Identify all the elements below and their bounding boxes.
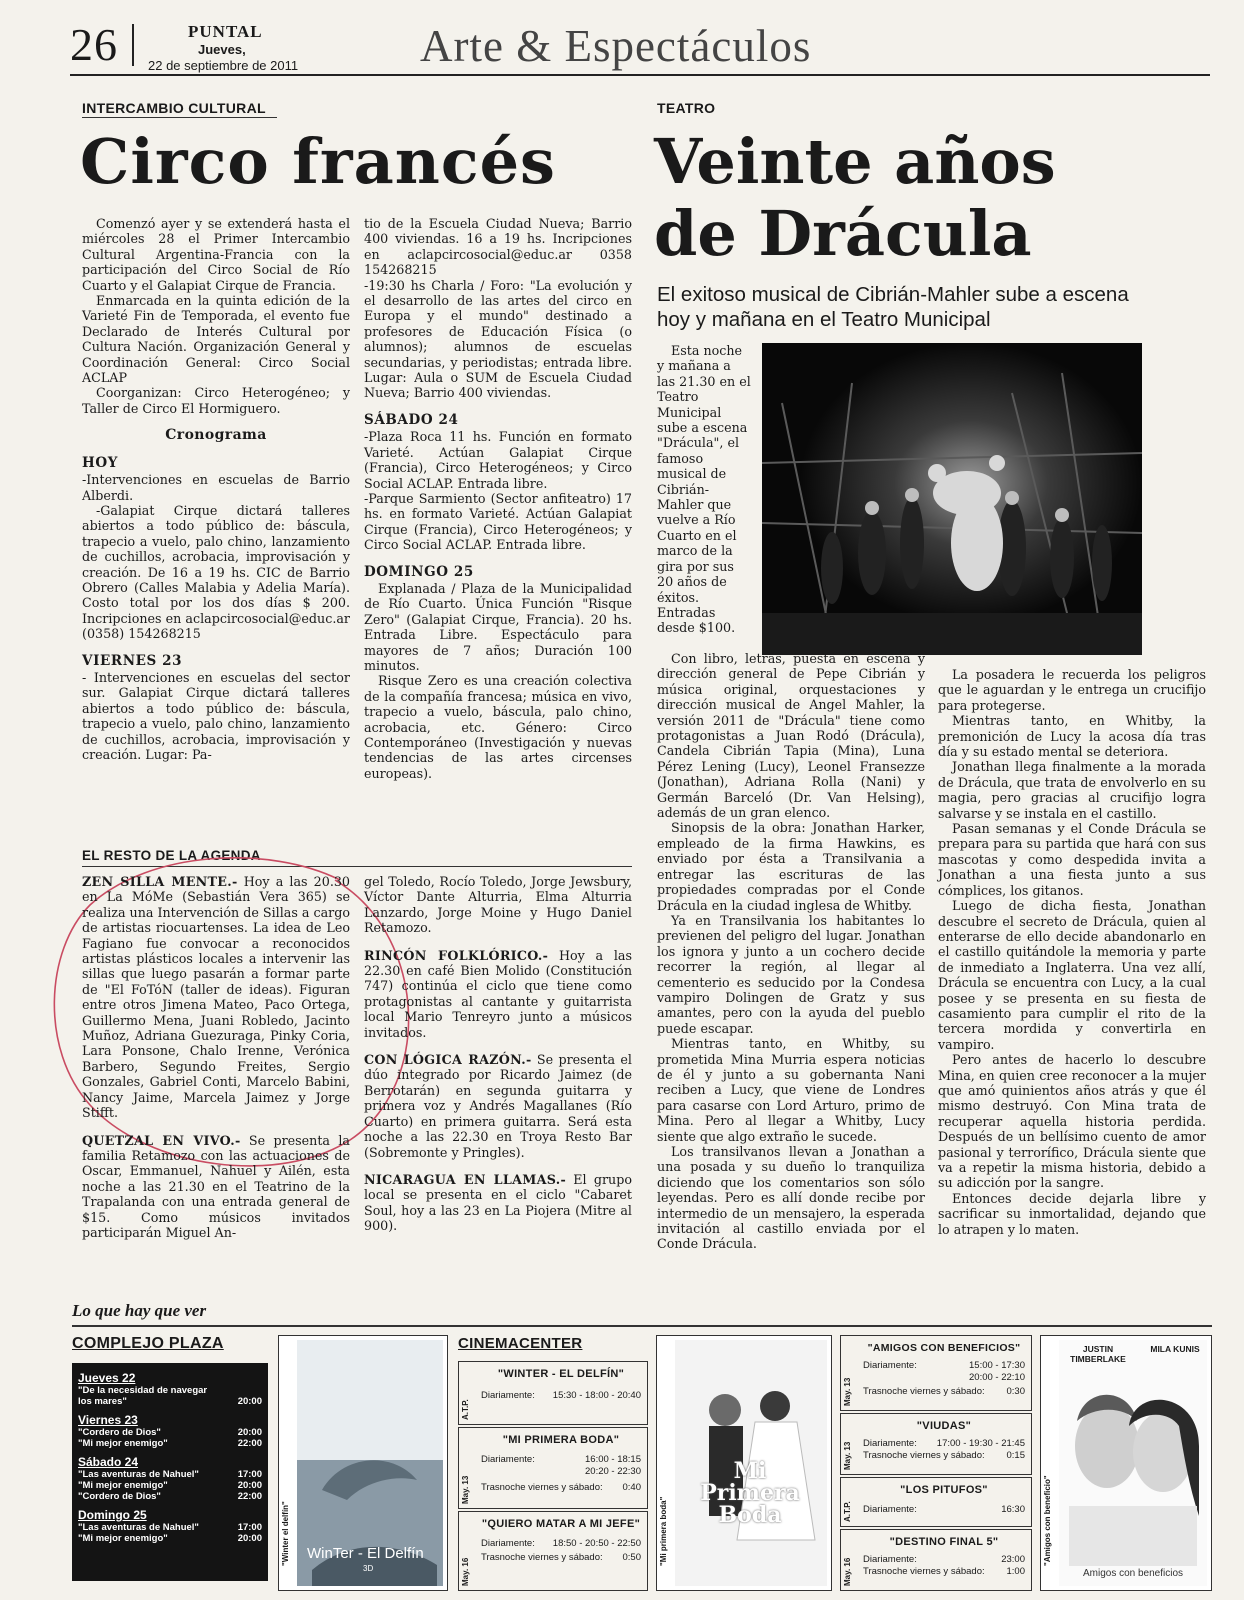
late-show-row: [863, 1386, 1025, 1398]
plaza-movie: "Las aventuras de Nahuel": [78, 1469, 199, 1480]
header-divider: [132, 24, 134, 66]
agenda-header: EL RESTO DE LA AGENDA: [82, 848, 261, 863]
late-label: Trasnoche viernes y sábado:: [863, 1386, 985, 1397]
zen-title: ZEN SILLA MENTE.-: [82, 874, 238, 889]
paragraph: La posadera le recuerda los peligros que le aguardan y le entrega un crucifijo para protegerse.: [938, 667, 1206, 713]
complejo-plaza-title: COMPLEJO PLAZA: [72, 1335, 224, 1352]
listings-header: Lo que hay que ver: [72, 1301, 207, 1320]
movie-title: "AMIGOS CON BENEFICIOS": [867, 1342, 1021, 1354]
couple-poster-graphic: [1059, 1366, 1207, 1566]
showtimes: 16:00 - 18:15 20:20 - 22:30: [585, 1454, 641, 1477]
showtime-row: [863, 1504, 1025, 1516]
paragraph: Entonces decide dejarla libre y sacrificar su inmortalidad, dejando que lo atrapen y lo maten.: [938, 1190, 1206, 1237]
plaza-day: [78, 1413, 262, 1449]
plaza-day: [78, 1508, 262, 1544]
showtime-label: Diariamente:: [481, 1390, 535, 1401]
agenda-item: [82, 874, 350, 1121]
showtimes: 17:00 - 19:30 - 21:45: [936, 1438, 1025, 1449]
paragraph: Esta noche y mañana a las 21.30 en el Teatro Municipal sube a escena "Drácula", el famoso musical de Cibrián-Mahler que vuelve a Río Cuarto en el marco de la gira por sus 20 años de éxitos. Entradas desde $100.: [657, 343, 751, 636]
left-kicker: INTERCAMBIO CULTURAL: [82, 100, 266, 116]
plaza-row: [78, 1469, 262, 1480]
plaza-movie: "Mi mejor enemigo": [78, 1438, 168, 1449]
late-time: 1:00: [1006, 1566, 1025, 1577]
plaza-movie: "Las aventuras de Nahuel": [78, 1522, 199, 1533]
plaza-row: [78, 1438, 262, 1449]
paragraph: Pero antes de hacerlo lo descubre Mina, en quien cree reconocer a la mujer que amó quinientos años atrás y que él mismo destruyó. Con Mina trata de recuperar aquella historia perdida. Después de un bellísimo cuento de amor pasional y terrorífico, Drácula siente que va a repetir la misma historia, debido a su adicción por la sangre.: [938, 1052, 1206, 1191]
plaza-time: 20:00: [237, 1427, 262, 1438]
showtime-label: Diariamente:: [863, 1438, 917, 1449]
poster-amigos-frame: [1040, 1335, 1212, 1591]
rating: A.T.P.: [843, 1501, 852, 1522]
listings-rule: [72, 1325, 1212, 1327]
paragraph: Enmarcada en la quinta edición de la Varieté Fin de Temporada, el evento fue Declarado de Interés Cultural por Cultura Nación. Organización General y Coordinación General: Circo Social ACLAP: [82, 293, 350, 386]
rincon-title: RINCÓN FOLKLÓRICO.-: [364, 947, 549, 963]
paragraph: -Parque Sarmiento (Sector anfiteatro) 17 hs. en formato Varieté. Actúan Galapiat Cirque (Francia), Circo Heterogéneos; y Circo Social ACLAP. Entrada libre.: [364, 490, 632, 553]
movie-title: "QUIERO MATAR A MI JEFE": [481, 1518, 641, 1530]
late-time: 0:15: [1006, 1450, 1025, 1461]
agenda-item: [364, 1172, 632, 1234]
showtimes: 15:30 - 18:00 - 20:40: [552, 1390, 641, 1401]
poster-winter-3d: 3D: [363, 1564, 374, 1573]
cine-movie-5: [840, 1413, 1032, 1475]
sabado-head: SÁBADO 24: [364, 411, 459, 428]
hoy-head: HOY: [82, 454, 118, 471]
plaza-time: 20:00: [237, 1396, 262, 1407]
plaza-row: [78, 1427, 262, 1438]
plaza-time: 20:00: [237, 1480, 262, 1491]
late-show-row: [481, 1482, 641, 1494]
poster-amigos-title: Amigos con beneficios: [1082, 1568, 1184, 1579]
cine-movie-2: [458, 1427, 648, 1509]
plaza-day-label: Jueves 22: [78, 1371, 136, 1385]
quetzal-title: QUETZAL EN VIVO.-: [82, 1132, 241, 1148]
right-article-col2: [938, 667, 1206, 1237]
late-time: 0:30: [1006, 1386, 1025, 1397]
agenda-col1: [82, 874, 350, 1240]
paragraph: Coorganizan: Circo Heterogéneo; y Taller de Circo El Hormiguero.: [82, 385, 350, 416]
cine-movie-6: [840, 1477, 1032, 1527]
plaza-day-label: Viernes 23: [78, 1413, 138, 1427]
plaza-movie: "De la necesidad de navegar los mares": [78, 1385, 208, 1407]
plaza-day-label: Domingo 25: [78, 1508, 147, 1522]
plaza-movie: "Cordero de Dios": [78, 1491, 161, 1502]
poster-boda: [675, 1340, 827, 1586]
plaza-time: 22:00: [237, 1438, 262, 1449]
paragraph: -Intervenciones en escuelas de Barrio Alberdi.: [82, 472, 350, 503]
rating: A.T.P.: [461, 1399, 470, 1420]
weekday: Jueves,: [198, 42, 246, 57]
rating: May. 13: [843, 1377, 852, 1406]
right-article-col1: [657, 651, 925, 1252]
viernes-head: VIERNES 23: [82, 652, 183, 669]
zen-text: Hoy a las 20.30 en La MóMe (Sebastián Vera 365) se realiza una Intervención de Sillas a cargo de artistas riocuartenses. La idea de Leo Fagiano fue convocar a reconocidos artistas plásticos locales a intervenir las sillas que luego pasarán a formar parte de "El FoTóN (taller de ideas). Figuran entre otros Jimena Mateo, Paco Ortega, Guillermo Mena, Juani Robledo, Jacinto Muñoz, Adriana Guezuraga, Pinky Coria, Lara Ponsone, Chalo Irenne, Verónica Barbero, Segundo Freites, Sergio Gonzales, Gabriel Conti, Marcelo Babini, Nancy Jaime, Marcela Jaimez y Jorge Stifft.: [82, 874, 350, 1121]
poster-actor-2: MILA KUNIS: [1150, 1344, 1200, 1354]
poster-side-label: "Winter el delfín": [281, 1501, 290, 1566]
poster-winter-frame: [278, 1335, 448, 1591]
paragraph: Pasan semanas y el Conde Drácula se prepara para su partida que hará con sus mascotas y como despedida invita a Jonathan a una fiesta junto a sus cómplices, los gitanos.: [938, 821, 1206, 898]
logica-text: Se presenta el dúo integrado por Ricardo Jaimez (de Berrotarán) en segunda guitarra y primera voz y Andrés Magallanes (Río Cuarto) en primera guitarra. Será esta noche a las 22.30 en Troya Resto Bar (Sobremonte y Pringles).: [364, 1052, 632, 1160]
showtimes: 15:00 - 17:30 20:00 - 22:10: [969, 1360, 1025, 1383]
movie-title: "MI PRIMERA BODA": [502, 1434, 620, 1446]
poster-boda-frame: [656, 1335, 832, 1591]
right-listings: [840, 1335, 1032, 1591]
paragraph: Explanada / Plaza de la Municipalidad de Río Cuarto. Única Función "Risque Zero" (Galapiat Cirque, Francia). 20 hs. Entrada Libre. Espectáculo para mayores de 7 años; Duración 100 minutos.: [364, 580, 632, 673]
late-time: 0:40: [622, 1482, 641, 1493]
plaza-time: 20:00: [237, 1533, 262, 1544]
right-narrow-column: [657, 343, 752, 636]
plaza-time: 17:00: [237, 1522, 262, 1533]
movie-title: "DESTINO FINAL 5": [889, 1536, 999, 1548]
late-label: Trasnoche viernes y sábado:: [481, 1552, 603, 1563]
rating: May. 13: [843, 1441, 852, 1470]
logica-title: CON LÓGICA RAZÓN.-: [364, 1052, 532, 1068]
movie-title: "VIUDAS": [916, 1420, 972, 1432]
showtime-row: [481, 1454, 641, 1478]
rating: May. 16: [461, 1557, 470, 1586]
plaza-movie: "Mi mejor enemigo": [78, 1533, 168, 1544]
cine-movie-1: [458, 1361, 648, 1425]
cronograma-title: Cronograma: [165, 427, 267, 444]
showtime-label: Diariamente:: [481, 1454, 535, 1465]
plaza-row: [78, 1491, 262, 1502]
agenda-item: [82, 1133, 350, 1241]
paragraph: -Plaza Roca 11 hs. Función en formato Varieté. Actúan Galapiat Cirque (Francia), Circo Heterogéneos; y Circo Social ACLAP. Entrada libre.: [364, 429, 632, 491]
movie-title: "WINTER - EL DELFÍN": [497, 1368, 625, 1380]
showtime-row: [481, 1390, 641, 1402]
paragraph: Luego de dicha fiesta, Jonathan descubre el secreto de Drácula, quien al enterarse de ello decide abandonarlo en el castillo quitándole la memoria y parte de inmediato a Inglaterra. Una vez allí, Drácula se encuentra con Lucy, a la cual posee y se presenta en su fiesta de casamiento para cumplir el rito de la tercera mordida y convertirla en vampiro.: [938, 898, 1206, 1052]
showtimes: 23:00: [1001, 1554, 1025, 1565]
plaza-day-label: Sábado 24: [78, 1455, 139, 1469]
plaza-row: [78, 1533, 262, 1544]
poster-side-label: "Amigos con beneficio": [1043, 1475, 1052, 1566]
rating: May. 13: [461, 1475, 470, 1504]
movie-title: "LOS PITUFOS": [900, 1484, 988, 1496]
late-label: Trasnoche viernes y sábado:: [863, 1450, 985, 1461]
poster-boda-title: Mi Primera Boda: [700, 1458, 800, 1528]
plaza-time: 17:00: [237, 1469, 262, 1480]
paragraph: Mientras tanto, en Whitby, la premonición de Lucy la acosa día tras día y su estado mental se deteriora.: [938, 713, 1206, 760]
poster-side-label: "Mi primera boda": [659, 1496, 668, 1566]
late-show-row: [863, 1450, 1025, 1462]
paragraph: -19:30 hs Charla / Foro: "La evolución y el desarrollo de las artes del circo en Europa y el mundo" destinado a profesores de Educación Física (o alumnos); alumnos de escuelas secundarias, y periodistas; entrada libre. Lugar: Aula o SUM de Escuela Ciudad Nueva; Barrio 400 viviendas.: [364, 277, 632, 401]
plaza-row: [78, 1385, 262, 1407]
nicaragua-text: El grupo local se presenta en el ciclo "Cabaret Soul, hoy a las 23 en La Piojera (Mitre al 900).: [364, 1171, 632, 1234]
complejo-plaza: [72, 1335, 268, 1591]
poster-winter: [297, 1340, 443, 1586]
left-headline: Circo francés: [80, 125, 556, 198]
late-label: Trasnoche viernes y sábado:: [481, 1482, 603, 1493]
cinemacenter-title: CINEMACENTER: [458, 1335, 583, 1352]
showtime-row: [481, 1538, 641, 1550]
cine-movie-7: [840, 1529, 1032, 1591]
rating: May. 16: [843, 1557, 852, 1586]
paragraph: - Intervenciones en escuelas del sector sur. Galapiat Cirque dictará talleres abiertos a todo público de: báscula, trapecio a vuelo, palo chino, lanzamiento de cuchillos, acrobacia, improvisación y creación. Lugar: Pa-: [82, 669, 350, 762]
right-headline-line2: de Drácula: [654, 197, 1032, 270]
late-time: 0:50: [622, 1552, 641, 1563]
cinemacenter: [458, 1335, 648, 1591]
agenda-col2: [364, 874, 632, 1234]
paragraph: Con libro, letras, puesta en escena y dirección general de Pepe Cibrián y música original, orquestaciones y dirección musical de Angel Mahler, la versión 2011 de "Drácula" tiene como protagonistas a Juan Rodó (Drácula), Candela Cibrián Tapia (Mina), Luna Pérez Lening (Lucy), Leonel Fransezze (Jonathan), Adriana Rolla (Nani) y Germán Barceló (Dr. Van Helsing), además de un gran elenco.: [657, 651, 925, 821]
showtime-row: [863, 1554, 1025, 1566]
paragraph: Jonathan llega finalmente a la morada de Drácula, que trata de envolverlo en su magia, pero gracias al crucifijo logra salvarse y se instala en el castillo.: [938, 759, 1206, 821]
rincon-text: Hoy a las 22.30 en café Bien Molido (Constitución 747) continúa el ciclo que tiene como protagonistas al cantante y guitarrista local Mario Tenreyro junto a músicos invitados.: [364, 947, 632, 1040]
paragraph: Ya en Transilvania los habitantes lo previenen del peligro del lugar. Jonathan los ignora y junto a un cochero decide recorrer la región, al llegar al cementerio es seducido por la Condesa vampiro Dolingen de Gratz y sus amantes, pero con la ayuda del pueblo puede escapar.: [657, 912, 925, 1036]
showtime-label: Diariamente:: [863, 1360, 917, 1371]
cine-movie-3: [458, 1511, 648, 1591]
right-headline-line1: Veinte años: [654, 125, 1056, 198]
agenda-item: gel Toledo, Rocío Toledo, Jorge Jewsbury, Víctor Dante Alturria, Elma Alturria Lanzardo, Jorge Moine y Hugo Daniel Retamozo.: [364, 874, 632, 936]
late-label: Trasnoche viernes y sábado:: [863, 1566, 985, 1577]
plaza-day: [78, 1371, 262, 1407]
plaza-movie: "Mi mejor enemigo": [78, 1480, 168, 1491]
showtime-row: [863, 1360, 1025, 1384]
paragraph: Risque Zero es una creación colectiva de la compañía francesa; música en vivo, trapecio a vuelo, báscula, palo chino, acrobacia, etc. Género: Circo Contemporáneo (Investigación y nuevas tendencias de las artes circenses europeas).: [364, 673, 632, 781]
late-show-row: [863, 1566, 1025, 1578]
quetzal-text: Se presenta la familia Retamozo con las actuaciones de Oscar, Emmanuel, Nahuel y Ailén, esta noche a las 21.30 en el Teatrino de la Trapalanda con una entrada general de $15. Como músicos invitados participarán Miguel An-: [82, 1132, 350, 1240]
showtime-label: Diariamente:: [481, 1538, 535, 1549]
showtime-label: Diariamente:: [863, 1554, 917, 1565]
plaza-row: [78, 1522, 262, 1533]
left-kicker-rule: [82, 117, 277, 118]
header-rule: [70, 74, 1210, 76]
right-kicker: TEATRO: [657, 100, 716, 116]
domingo-head: DOMINGO 25: [364, 563, 474, 580]
left-article-col1: [82, 216, 350, 762]
stage-photo-graphic: [762, 343, 1142, 655]
page-number: 26: [70, 19, 118, 70]
plaza-movie: "Cordero de Dios": [78, 1427, 161, 1438]
right-subtitle: El exitoso musical de Cibrián-Mahler sube a escena hoy y mañana en el Teatro Municipal: [657, 283, 1129, 331]
showtime-row: [863, 1438, 1025, 1450]
plaza-schedule: [72, 1363, 268, 1581]
poster-winter-title: WinTer - El Delfín: [307, 1545, 424, 1562]
paragraph: Comenzó ayer y se extenderá hasta el miércoles 28 el Primer Intercambio Cultural Argentina-Francia con la participación del Circo Social de Río Cuarto y el Galapiat Cirque de Francia.: [82, 216, 350, 293]
left-article-col2: [364, 216, 632, 781]
showtimes: 18:50 - 20:50 - 22:50: [552, 1538, 641, 1549]
paragraph: Mientras tanto, en Whitby, su prometida Mina Murria espera noticias de él y junto a su gobernanta Nani reciben a Lucy, que viene de Londres para casarse con Lord Arturo, primo de Mina. Pero al llegar a Whitby, Lucy siente que algo extraño le sucede.: [657, 1036, 925, 1144]
plaza-day: [78, 1455, 262, 1502]
date: 22 de septiembre de 2011: [148, 58, 299, 73]
showtime-label: Diariamente:: [863, 1504, 917, 1515]
plaza-time: 22:00: [237, 1491, 262, 1502]
showtimes: 16:30: [1001, 1504, 1025, 1515]
poster-amigos: [1059, 1340, 1207, 1586]
cine-movie-4: [840, 1335, 1032, 1411]
page-header: [70, 18, 1210, 76]
nicaragua-title: NICARAGUA EN LLAMAS.-: [364, 1171, 567, 1187]
paragraph: -Galapiat Cirque dictará talleres abiertos a todo público de: báscula, trapecio a vuelo, palo chino, lanzamiento de cuchillos, acrobacia, improvisación y creación. De 16 a 19 hs. CIC de Barrio Obrero (Calles Malabia y Adelia María). Costo total por los dos días $ 200. Incripciones en aclapcircosocial@educ.ar (0358) 154268215: [82, 502, 350, 642]
poster-actor-1: JUSTIN TIMBERLAKE: [1070, 1344, 1126, 1364]
dracula-stage-photo: [762, 343, 1142, 655]
late-show-row: [481, 1552, 641, 1564]
brand-name: PUNTAL: [188, 22, 263, 41]
agenda-item: [364, 1052, 632, 1160]
paragraph: Los transilvanos llevan a Jonathan a una posada y su dueño lo tranquiliza diciendo que los comentarios son sólo leyendas. Pero es allí donde recibe por intermedio de un mensajero, la esperada invitación al castillo enviada por el Conde Drácula.: [657, 1144, 925, 1252]
agenda-item: [364, 948, 632, 1040]
plaza-row: [78, 1480, 262, 1491]
section-title: Arte & Espectáculos: [420, 21, 812, 71]
paragraph: Sinopsis de la obra: Jonathan Harker, empleado de la firma Hawkins, es enviado por ésta a Transilvania a entregar las escrituras de las propiedades compradas por el Conde Drácula en la ciudad inglesa de Whitby.: [657, 820, 925, 913]
paragraph: tio de la Escuela Ciudad Nueva; Barrio 400 viviendas. 16 a 19 hs. Incripciones en aclapcircosocial@educ.ar 0358 154268215: [364, 216, 632, 278]
